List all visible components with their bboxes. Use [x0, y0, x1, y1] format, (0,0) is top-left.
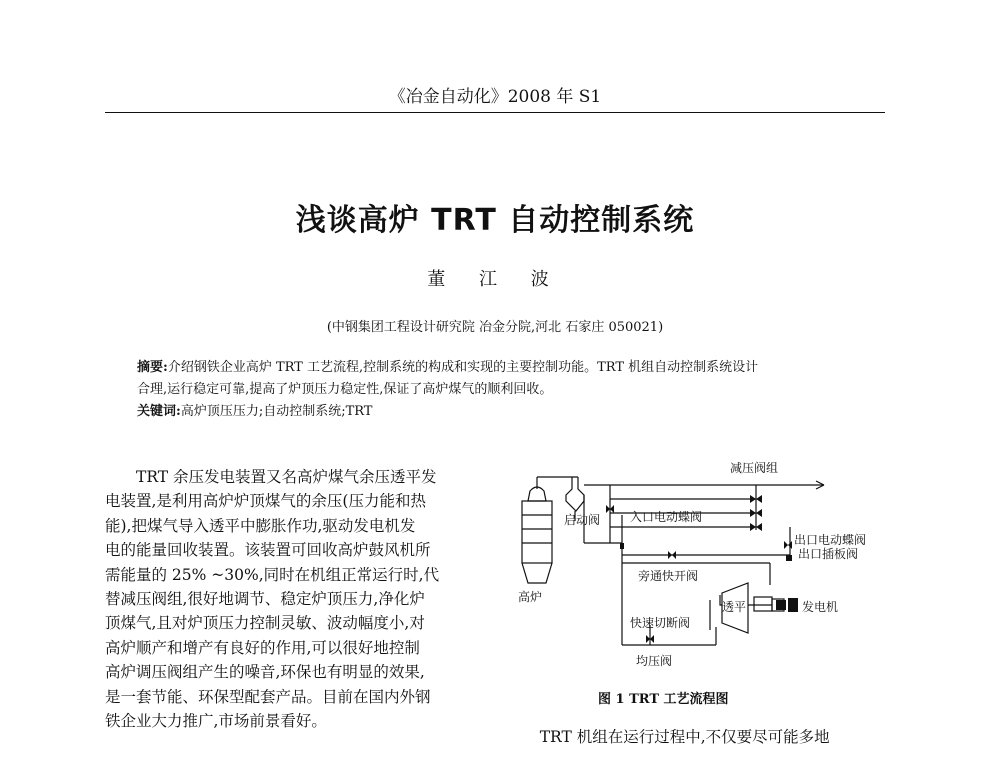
body-line: 铁企业大力推广,市场前景看好。 — [105, 712, 327, 731]
abstract-label: 摘要: — [137, 360, 168, 375]
label-reducing-valves: 减压阀组 — [730, 461, 779, 475]
label-equalizing: 均压阀 — [636, 654, 673, 668]
abstract-line-2: 合理,运行稳定可靠,提高了炉顶压力稳定性,保证了高炉煤气的顺利回收。 — [137, 382, 553, 397]
trt-process-diagram — [510, 455, 890, 680]
body-line: 是一套节能、环保型配套产品。目前在国内外钢 — [105, 687, 431, 706]
keywords-line — [137, 402, 857, 422]
affiliation: (中钢集团工程设计研究院 冶金分院,河北 石家庄 050021) — [326, 320, 664, 335]
paper-title: 浅谈高炉 TRT 自动控制系统 — [295, 203, 695, 238]
body-text-right — [520, 725, 890, 749]
author: 董 江 波 — [427, 269, 563, 290]
label-start-valve: 启动阀 — [564, 513, 601, 527]
journal-header: 《冶金自动化》2008 年 S1 — [388, 87, 602, 107]
right-para-text: TRT 机组在运行过程中,不仅要尽可能多地 — [539, 728, 830, 746]
label-turbine: 透平 — [722, 600, 747, 614]
body-line: 电装置,是利用高炉炉顶煤气的余压(压力能和热 — [105, 492, 426, 511]
abstract-text-1: 介绍钢铁企业高炉 TRT 工艺流程,控制系统的构成和实现的主要控制功能。TRT 机组自动控制系统设计 — [167, 360, 759, 375]
body-line: 能),把煤气导入透平中膨胀作功,驱动发电机发 — [105, 516, 416, 535]
body-line: 替减压阀组,很好地调节、稳定炉顶压力,净化炉 — [105, 590, 425, 609]
label-outlet-butterfly: 出口电动蝶阀 — [794, 533, 867, 547]
label-bypass-valve: 旁通快开阀 — [638, 569, 699, 583]
header-rule — [105, 112, 885, 113]
body-line: 需能量的 25% ~30%,同时在机组正常运行时,代 — [105, 565, 440, 584]
label-blast-furnace: 高炉 — [518, 590, 543, 604]
keywords-label: 关键词: — [137, 404, 181, 419]
label-inlet-butterfly: 入口电动蝶阀 — [630, 510, 703, 524]
keywords-text: 高炉顶压压力;自动控制系统;TRT — [180, 404, 373, 419]
body-line: 电的能量回收装置。该装置可回收高炉鼓风机所 — [105, 541, 431, 560]
body-line: TRT 余压发电装置又名高炉煤气余压透平发 — [136, 468, 437, 486]
label-generator: 发电机 — [802, 600, 839, 614]
body-line: 顶煤气,且对炉顶压力控制灵敏、波动幅度小,对 — [105, 614, 425, 633]
figure-caption: 图 1 TRT 工艺流程图 — [598, 692, 729, 707]
abstract-line-1 — [137, 358, 857, 378]
label-outlet-gate: 出口插板阀 — [798, 547, 859, 561]
label-quick-cutoff: 快速切断阀 — [630, 616, 691, 630]
body-line: 高炉调压阀组产生的噪音,环保也有明显的效果, — [105, 663, 425, 682]
body-line: 高炉顺产和增产有良好的作用,可以很好地控制 — [105, 638, 420, 657]
body-text-left — [105, 465, 481, 733]
